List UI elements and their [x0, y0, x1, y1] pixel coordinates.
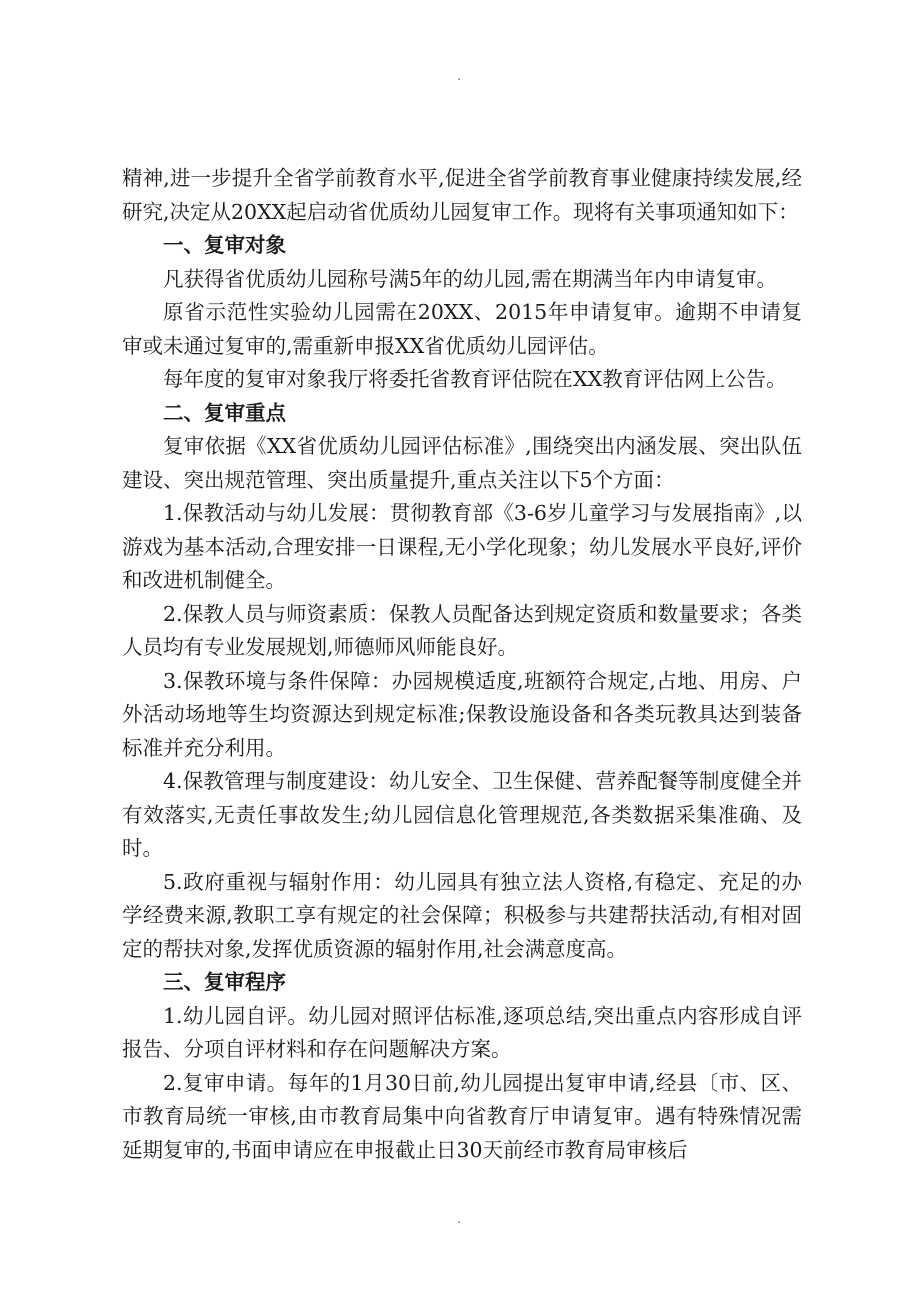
list-item: 5.政府重视与辐射作用：幼儿园具有独立法人资格,有稳定、充足的办学经费来源,教职工享有规定的社会保障；积极参与共建帮扶活动,有相对固定的帮扶对象,发挥优质资源的辐射作用,社会满意度高。 — [122, 869, 802, 961]
page-bottom-marker: . — [457, 1212, 461, 1226]
page-top-marker: . — [457, 69, 461, 83]
list-item: 2.保教人员与师资素质：保教人员配备达到规定资质和数量要求；各类人员均有专业发展规划,师德师风师能良好。 — [122, 601, 802, 659]
section-heading-targets: 一、复审对象 — [163, 233, 286, 257]
paragraph: 每年度的复审对象我厅将委托省教育评估院在XX教育评估网上公告。 — [163, 367, 787, 391]
list-item: 1.幼儿园自评。幼儿园对照评估标准,逐项总结,突出重点内容形成自评报告、分项自评材料和存在问题解决方案。 — [122, 1003, 802, 1061]
paragraph: 凡获得省优质幼儿园称号满5年的幼儿园,需在期满当年内申请复审。 — [163, 266, 778, 291]
paragraph-intro: 精神,进一步提升全省学前教育水平,促进全省学前教育事业健康持续发展,经研究,决定从20XX起启动省优质幼儿园复审工作。现将有关事项通知如下： — [122, 166, 802, 224]
paragraph: 复审依据《XX省优质幼儿园评估标准》,围绕突出内涵发展、突出队伍建设、突出规范管理、突出质量提升,重点关注以下5个方面： — [122, 434, 802, 492]
section-heading-procedure: 三、复审程序 — [163, 970, 286, 994]
list-item: 1.保教活动与幼儿发展：贯彻教育部《3-6岁儿童学习与发展指南》,以游戏为基本活动,合理安排一日课程,无小学化现象；幼儿发展水平良好,评价和改进机制健全。 — [122, 501, 802, 592]
paragraph: 原省示范性实验幼儿园需在20XX、2015年申请复审。逾期不申请复审或未通过复审的,需重新申报XX省优质幼儿园评估。 — [122, 300, 802, 358]
section-heading-focus: 二、复审重点 — [163, 400, 286, 425]
document-body — [122, 162, 802, 1167]
list-item: 3.保教环境与条件保障：办园规模适度,班额符合规定,占地、用房、户外活动场地等生均资源达到规定标准;保教设施设备和各类玩教具达到装备标准并充分利用。 — [122, 668, 802, 760]
list-item: 4.保教管理与制度建设：幼儿安全、卫生保健、营养配餐等制度健全并有效落实,无责任事故发生;幼儿园信息化管理规范,各类数据采集准确、及时。 — [122, 769, 802, 860]
list-item: 2.复审申请。每年的1月30日前,幼儿园提出复审申请,经县〔市、区、市教育局统一审核,由市教育局集中向省教育厅申请复审。遇有特殊情况需延期复审的,书面申请应在申报截止日30天前经市教育局审核后 — [122, 1070, 802, 1162]
